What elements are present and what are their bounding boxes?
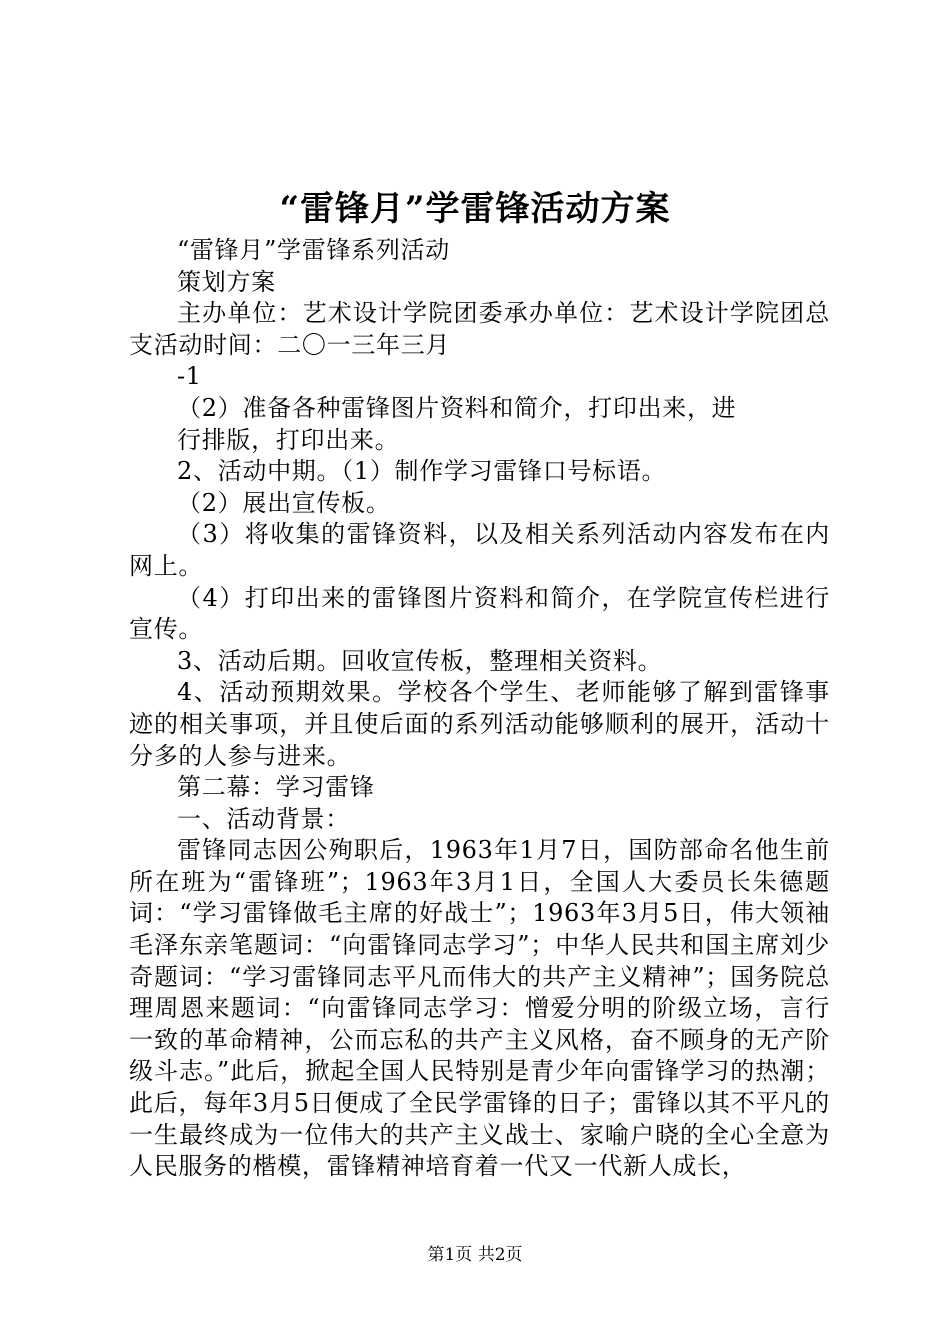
paragraph: 2、活动中期。（1）制作学习雷锋口号标语。	[177, 457, 667, 486]
paragraph: 一、活动背景：	[177, 804, 350, 833]
paragraph: （2）准备各种雷锋图片资料和简介，打印出来，进	[177, 393, 737, 422]
paragraph: 雷锋同志因公殉职后，1963年1月7日，国防部命名他生前所在班为“雷锋班”；1963年3月1日，全国人大委员长朱德题词：“学习雷锋做毛主席的好战士”；1963年3月5日，伟大领袖毛泽东亲笔题词：“向雷锋同志学习”；中华人民共和国主席刘少奇题词：“学习雷锋同志平凡而伟大的共产主义精神”；国务院总理周恩来题词：“向雷锋同志学习：憎爱分明的阶级立场，言行一致的革命精神，公而忘私的共产主义风格，奋不顾身的无产阶级斗志。”此后，掀起全国人民特别是青少年向雷锋学习的热潮；此后，每年3月5日便成了全民学雷锋的日子；雷锋以其不平凡的一生最终成为一位伟大的共产主义战士、家喻户晓的全心全意为人民服务的楷模，雷锋精神培育着一代又一代新人成长，	[129, 836, 830, 1181]
paragraph: 4、活动预期效果。学校各个学生、老师能够了解到雷锋事迹的相关事项，并且使后面的系列活动能够顺利的展开，活动十分多的人参与进来。	[129, 678, 830, 770]
paragraph: （2）展出宣传板。	[177, 488, 391, 517]
paragraph: 3、活动后期。回收宣传板，整理相关资料。	[177, 646, 663, 675]
paragraph: 主办单位：艺术设计学院团委承办单位：艺术设计学院团总支活动时间：二〇一三年三月	[129, 299, 830, 359]
paragraph: “雷锋月”学雷锋系列活动	[177, 236, 450, 264]
paragraph: -1	[177, 362, 202, 391]
document-title: “雷锋月”学雷锋活动方案	[279, 189, 671, 229]
document-body	[129, 235, 830, 1183]
paragraph: （4）打印出来的雷锋图片资料和简介，在学院宣传栏进行宣传。	[129, 583, 830, 644]
paragraph: 第二幕：学习雷锋	[177, 773, 375, 802]
paragraph: （3）将收集的雷锋资料，以及相关系列活动内容发布在内网上。	[129, 520, 830, 580]
paragraph: 行排版，打印出来。	[177, 425, 400, 454]
page-footer: 第1页 共2页	[427, 1245, 523, 1265]
paragraph: 策划方案	[177, 267, 276, 296]
